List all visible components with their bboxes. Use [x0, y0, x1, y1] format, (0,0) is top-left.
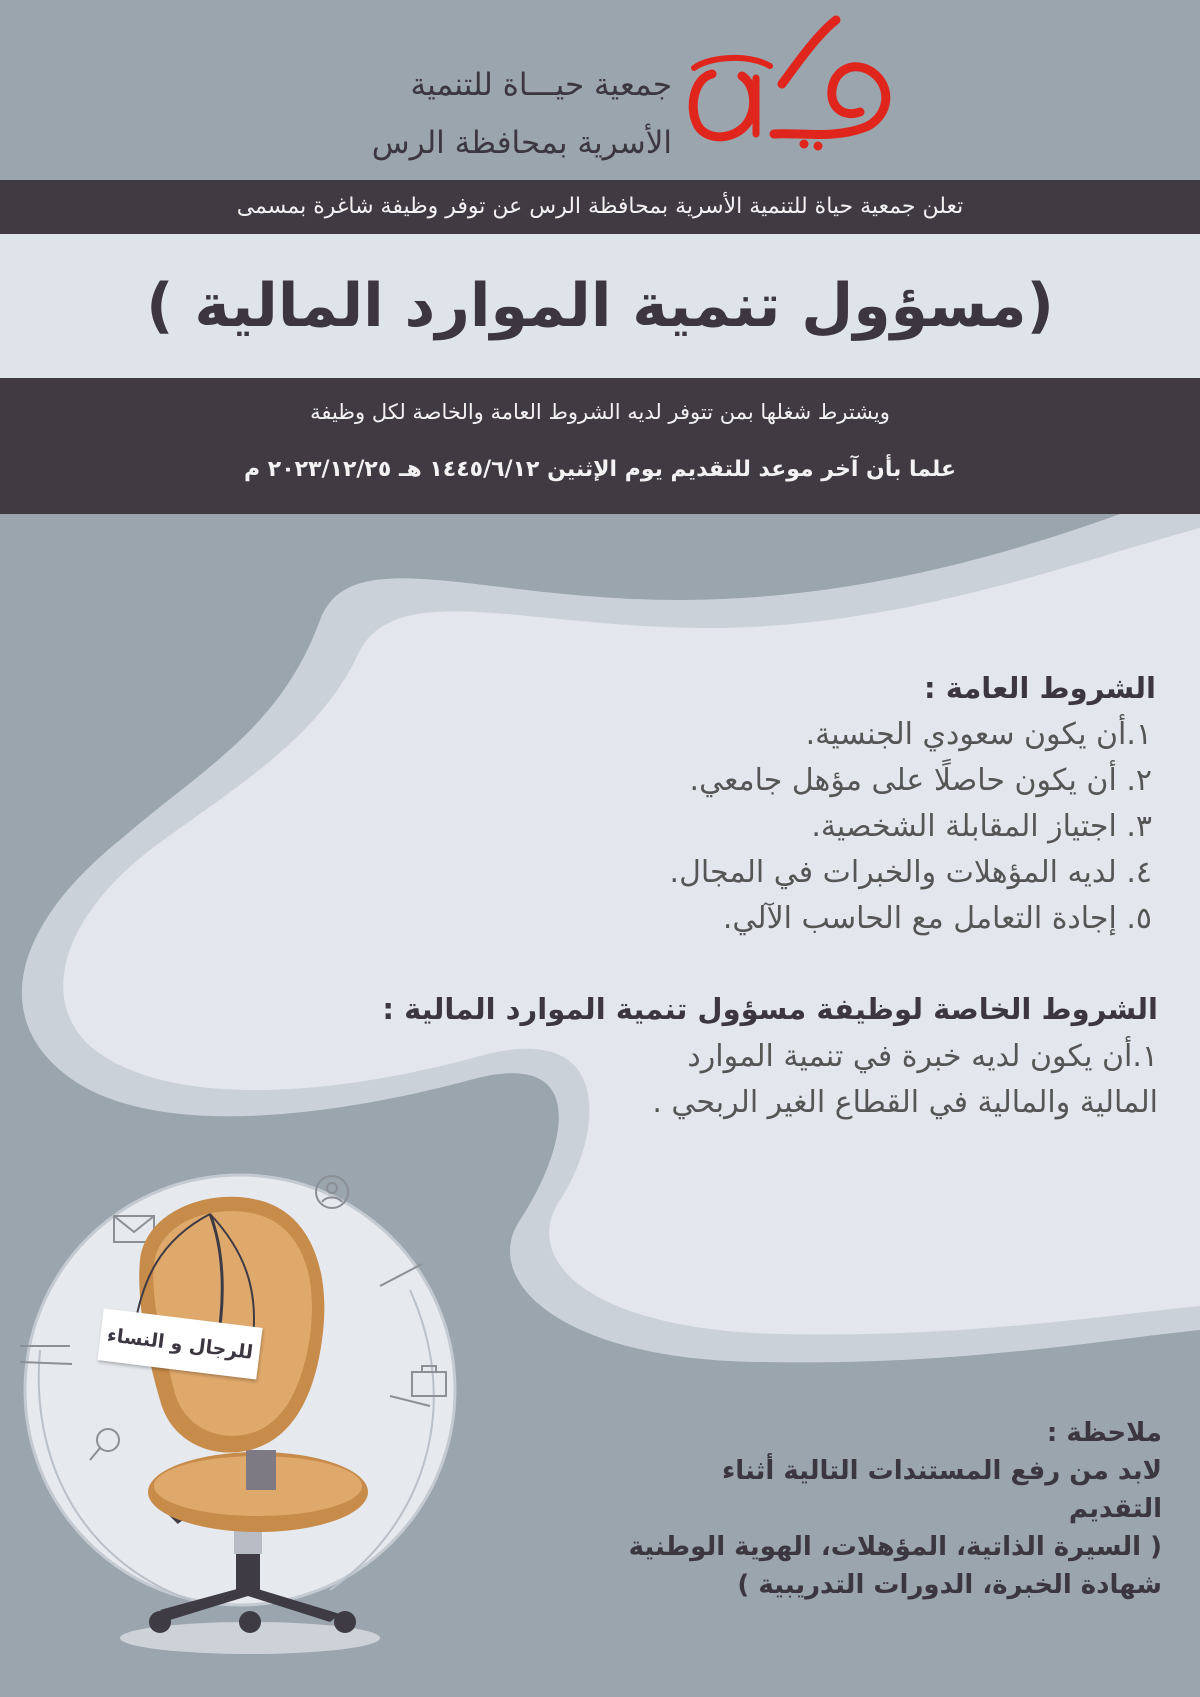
announcement-bar — [0, 180, 1200, 234]
general-conditions-heading: الشروط العامة : — [924, 671, 1156, 705]
hayat-logo — [686, 14, 896, 164]
info-bar — [0, 378, 1200, 514]
note-heading: ملاحظة : — [1046, 1418, 1162, 1448]
list-item: ٢. أن يكون حاصلًا على مؤهل جامعي. — [689, 763, 1152, 798]
general-conditions-list — [120, 712, 1152, 942]
header — [0, 0, 1200, 180]
title-band — [0, 234, 1200, 378]
office-chair-illustration — [10, 1140, 470, 1660]
job-title: (مسؤول تنمية الموارد المالية ) — [146, 271, 1054, 341]
special-conditions — [200, 984, 1158, 1126]
list-item: ١.أن يكون لديه خبرة في تنمية الموارد — [687, 1039, 1158, 1074]
list-item: ٥. إجادة التعامل مع الحاسب الآلي. — [722, 901, 1152, 936]
note-section — [560, 1414, 1162, 1604]
sign-text: للرجال و النساء — [105, 1324, 255, 1364]
requirement-line: ويشترط شغلها بمن تتوفر لديه الشروط العامة والخاصة لكل وظيفة — [310, 400, 890, 424]
list-item: ١.أن يكون سعودي الجنسية. — [805, 717, 1152, 752]
organization-name — [300, 56, 672, 172]
special-conditions-list — [200, 1034, 1158, 1126]
note-line: التقديم — [1068, 1494, 1162, 1524]
note-line: ( السيرة الذاتية، المؤهلات، الهوية الوطنية — [628, 1532, 1162, 1562]
announcement-text: تعلن جمعية حياة للتنمية الأسرية بمحافظة الرس عن توفر وظيفة شاغرة بمسمى — [236, 194, 964, 219]
list-item: المالية والمالية في القطاع الغير الربحي . — [652, 1085, 1158, 1120]
special-conditions-heading: الشروط الخاصة لوظيفة مسؤول تنمية الموارد المالية : — [382, 992, 1158, 1026]
organization-name-line-2: الأسرية بمحافظة الرس — [371, 125, 672, 161]
note-line: لابد من رفع المستندات التالية أثناء — [721, 1456, 1162, 1486]
general-conditions — [120, 664, 1156, 942]
organization-name-line-1: جمعية حيـــاة للتنمية — [410, 67, 672, 103]
note-line: شهادة الخبرة، الدورات التدريبية ) — [737, 1570, 1162, 1600]
deadline-line: علما بأن آخر موعد للتقديم يوم الإثنين ١٤٤٥/٦/١٢ هـ ٢٠٢٣/١٢/٢٥ م — [243, 457, 957, 482]
list-item: ٤. لديه المؤهلات والخبرات في المجال. — [669, 855, 1152, 890]
list-item: ٣. اجتياز المقابلة الشخصية. — [811, 809, 1152, 844]
